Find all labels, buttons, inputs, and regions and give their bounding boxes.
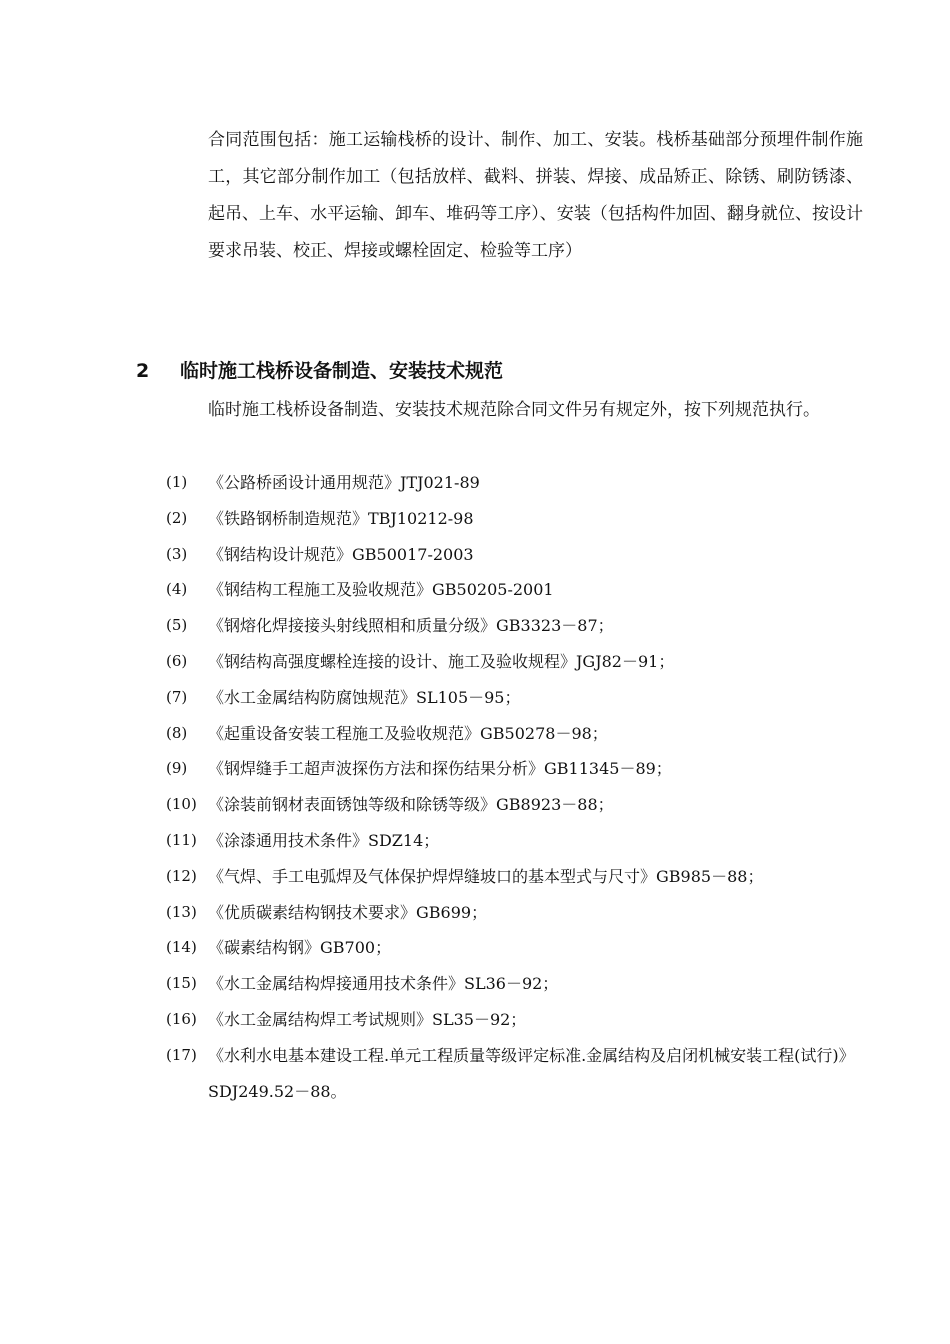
list-item (166, 1002, 866, 1038)
list-item-text: 《水利水电基本建设工程.单元工程质量等级评定标准.金属结构及启闭机械安装工程(试行)》SDJ249.52－88。 (208, 1045, 855, 1101)
list-item-index: (8) (166, 723, 188, 742)
list-item-index: (2) (166, 508, 188, 527)
list-item (166, 966, 866, 1002)
list-item-text: 《钢结构高强度螺栓连接的设计、施工及验收规程》JGJ82－91； (208, 651, 675, 671)
list-item-index: (12) (166, 866, 197, 885)
list-item (166, 716, 866, 752)
list-item (166, 859, 866, 895)
list-item-text: 《水工金属结构焊工考试规则》SL35－92； (208, 1009, 527, 1029)
list-item (166, 751, 866, 787)
section-number: 2 (136, 360, 150, 382)
list-item-index: (10) (166, 795, 197, 814)
list-item-text: 《钢焊缝手工超声波探伤方法和探伤结果分析》GB11345－89； (208, 759, 672, 779)
list-item-index: (3) (166, 544, 188, 563)
list-item-text: 《碳素结构钢》GB700； (208, 938, 392, 958)
list-item-text: 《钢结构设计规范》GB50017-2003 (208, 544, 474, 564)
list-item-index: (9) (166, 759, 188, 778)
list-item-index: (17) (166, 1045, 197, 1064)
list-item-text: 《水工金属结构焊接通用技术条件》SL36－92； (208, 974, 559, 994)
list-item-index: (16) (166, 1009, 197, 1028)
list-item-text: 《涂漆通用技术条件》SDZ14； (208, 830, 440, 850)
list-item-text: 《气焊、手工电弧焊及气体保护焊焊缝坡口的基本型式与尺寸》GB985－88； (208, 866, 764, 886)
section-heading (136, 356, 836, 386)
list-item-text: 《钢结构工程施工及验收规范》GB50205-2001 (208, 580, 554, 600)
list-item (166, 537, 866, 573)
list-item-text: 《优质碳素结构钢技术要求》GB699； (208, 902, 488, 922)
list-item-text: 《公路桥函设计通用规范》JTJ021-89 (208, 473, 480, 492)
list-item (166, 823, 866, 859)
list-item-text: 《钢熔化焊接接头射线照相和质量分级》GB3323－87； (208, 616, 614, 636)
list-item (166, 608, 866, 644)
list-item (166, 501, 866, 537)
list-item-index: (1) (166, 473, 188, 491)
standards-list (166, 465, 866, 1109)
list-item (166, 465, 866, 501)
list-item-index: (7) (166, 687, 188, 706)
contract-scope-paragraph: 合同范围包括：施工运输栈桥的设计、制作、加工、安装。栈桥基础部分预埋件制作施工，其它部分制作加工（包括放样、截料、拼装、焊接、成品矫正、除锈、刷防锈漆、起吊、上车、水平运输、卸车、堆码等工序）、安装（包括构件加固、翻身就位、按设计要求吊装、校正、焊接或螺栓固定、检验等工序） (208, 130, 863, 261)
list-item-index: (11) (166, 830, 197, 849)
list-item (166, 787, 866, 823)
list-item (166, 644, 866, 680)
list-item-index: (15) (166, 974, 197, 993)
list-item-text: 《涂装前钢材表面锈蚀等级和除锈等级》GB8923－88； (208, 795, 614, 815)
list-item (166, 572, 866, 608)
list-item-text: 《起重设备安装工程施工及验收规范》GB50278－98； (208, 723, 608, 743)
list-item-index: (5) (166, 616, 188, 635)
list-item (166, 680, 866, 716)
section-lead-paragraph: 临时施工栈桥设备制造、安装技术规范除合同文件另有规定外，按下列规范执行。 (208, 400, 820, 420)
list-item-index: (13) (166, 902, 197, 921)
list-item-index: (14) (166, 938, 197, 957)
list-item-index: (6) (166, 651, 188, 670)
list-item-text: 《铁路钢桥制造规范》TBJ10212-98 (208, 508, 474, 528)
list-item (166, 930, 866, 966)
list-item-index: (4) (166, 580, 188, 599)
list-item (166, 1038, 866, 1110)
list-item (166, 895, 866, 931)
section-title: 临时施工栈桥设备制造、安装技术规范 (180, 360, 504, 382)
list-item-text: 《水工金属结构防腐蚀规范》SL105－95； (208, 687, 521, 707)
